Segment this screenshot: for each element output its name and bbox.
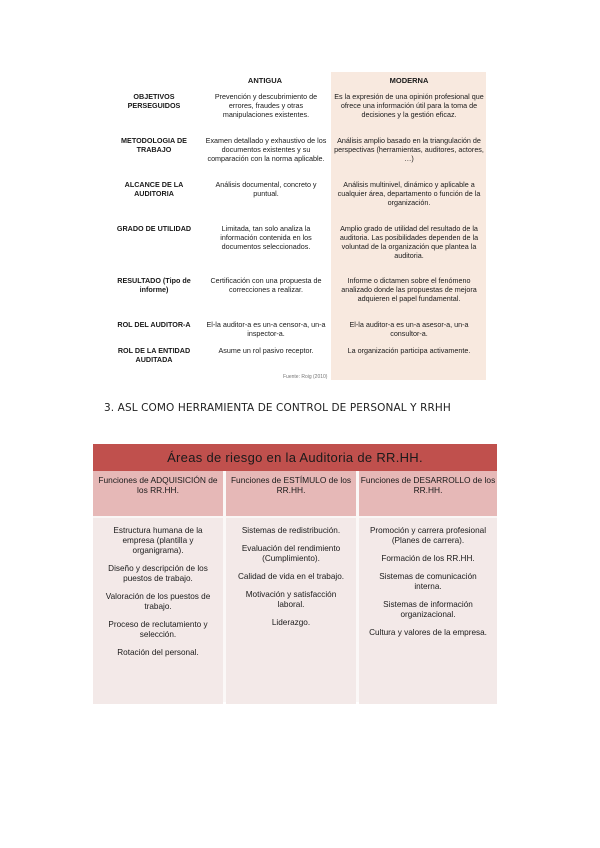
moderna-cell: El-la auditor-a es un-a asesor-a, un-a consultor-a. [349,320,469,338]
list-item: Sistemas de comunicación interna. [379,572,477,591]
moderna-cell: Es la expresión de una opinión profesional que ofrece una información útil para la toma de decisiones y la gestión eficaz. [334,92,484,119]
rrhh-risk-areas-figure [93,444,497,702]
column-header: Funciones de ESTÍMULO de los RR.HH. [226,471,356,516]
list-item: Calidad de vida en el trabajo. [237,572,345,581]
column-header: Funciones de ADQUISICIÓN de los RR.HH. [93,471,223,516]
table-caption: Fuente: Roig (2010) [283,374,328,380]
header-antigua: ANTIGUA [247,76,283,85]
list-item: Sistemas de información organizacional. [383,600,473,619]
moderna-cell: Informe o dictamen sobre el fenómeno analizado donde las propuestas de mejora adquieren el papel fundamental. [341,276,477,303]
list-item: Valoración de los puestos de trabajo. [105,592,211,611]
antigua-cell: El-la auditor-a es un-a censor-a, un-a inspector-a. [206,320,326,338]
figure-title: Áreas de riesgo en la Auditoria de RR.HH. [93,444,497,471]
moderna-cell: Análisis multinivel, dinámico y aplicable a cualquier área, departamento o función de la organización. [337,180,481,207]
row-label: ALCANCE DE LA AUDITORIA [124,180,184,198]
header-moderna: MODERNA [389,76,429,85]
column-body [226,516,356,704]
column-body [93,516,223,704]
column-adquisicion [93,471,223,702]
comparison-table [108,72,486,380]
list-item: Cultura y valores de la empresa. [369,628,487,637]
row-label: METODOLOGIA DE TRABAJO [121,136,187,154]
list-item: Diseño y descripción de los puestos de trabajo. [108,564,208,583]
moderna-cell: La organización participa activamente. [347,346,471,355]
column-desarrollo [359,471,497,702]
row-label: ROL DEL AUDITOR-A [117,320,191,329]
list-item: Promoción y carrera profesional (Planes de carrera). [369,526,487,545]
list-item: Estructura humana de la empresa (plantilla y organigrama). [113,526,203,555]
antigua-cell: Asume un rol pasivo receptor. [218,346,314,355]
list-item: Formación de los RR.HH. [381,554,475,563]
list-item: Rotación del personal. [117,648,199,657]
antigua-cell: Certificación con una propuesta de correcciones a realizar. [210,276,322,294]
antigua-cell: Análisis documental, concreto y puntual. [215,180,317,198]
column-estimulo [226,471,356,702]
column-header: Funciones de DESARROLLO de los RR.HH. [359,471,497,516]
list-item: Sistemas de redistribución. [241,526,341,535]
antigua-cell: Limitada, tan solo analiza la información contenida en los documentos seleccionados. [220,224,312,251]
section-heading: 3. ASL COMO HERRAMIENTA DE CONTROL DE PERSONAL Y RRHH [104,402,451,414]
row-label: ROL DE LA ENTIDAD AUDITADA [117,346,191,364]
row-label: GRADO DE UTILIDAD [116,224,192,233]
row-label: OBJETIVOS PERSEGUIDOS [127,92,181,110]
list-item: Motivación y satisfacción laboral. [245,590,337,609]
moderna-cell: Análisis amplio basado en la triangulación de perspectivas (herramientas, auditores, actores, …) [334,136,484,163]
list-item: Proceso de reclutamiento y selección. [108,620,208,639]
moderna-cell: Amplio grado de utilidad del resultado de la auditoria. Las posibilidades dependen de la voluntad de la organización que plantea la auditoria. [339,224,479,260]
antigua-cell: Prevención y descubrimiento de errores, fraudes y otras manipulaciones existentes. [214,92,318,119]
row-label: RESULTADO (Tipo de informe) [117,276,191,294]
antigua-cell: Examen detallado y exhaustivo de los documentos existentes y su comparación con la norma aplicable. [205,136,327,163]
list-item: Evaluación del rendimiento (Cumplimiento). [241,544,341,563]
column-body [359,516,497,704]
list-item: Liderazgo. [271,618,311,627]
